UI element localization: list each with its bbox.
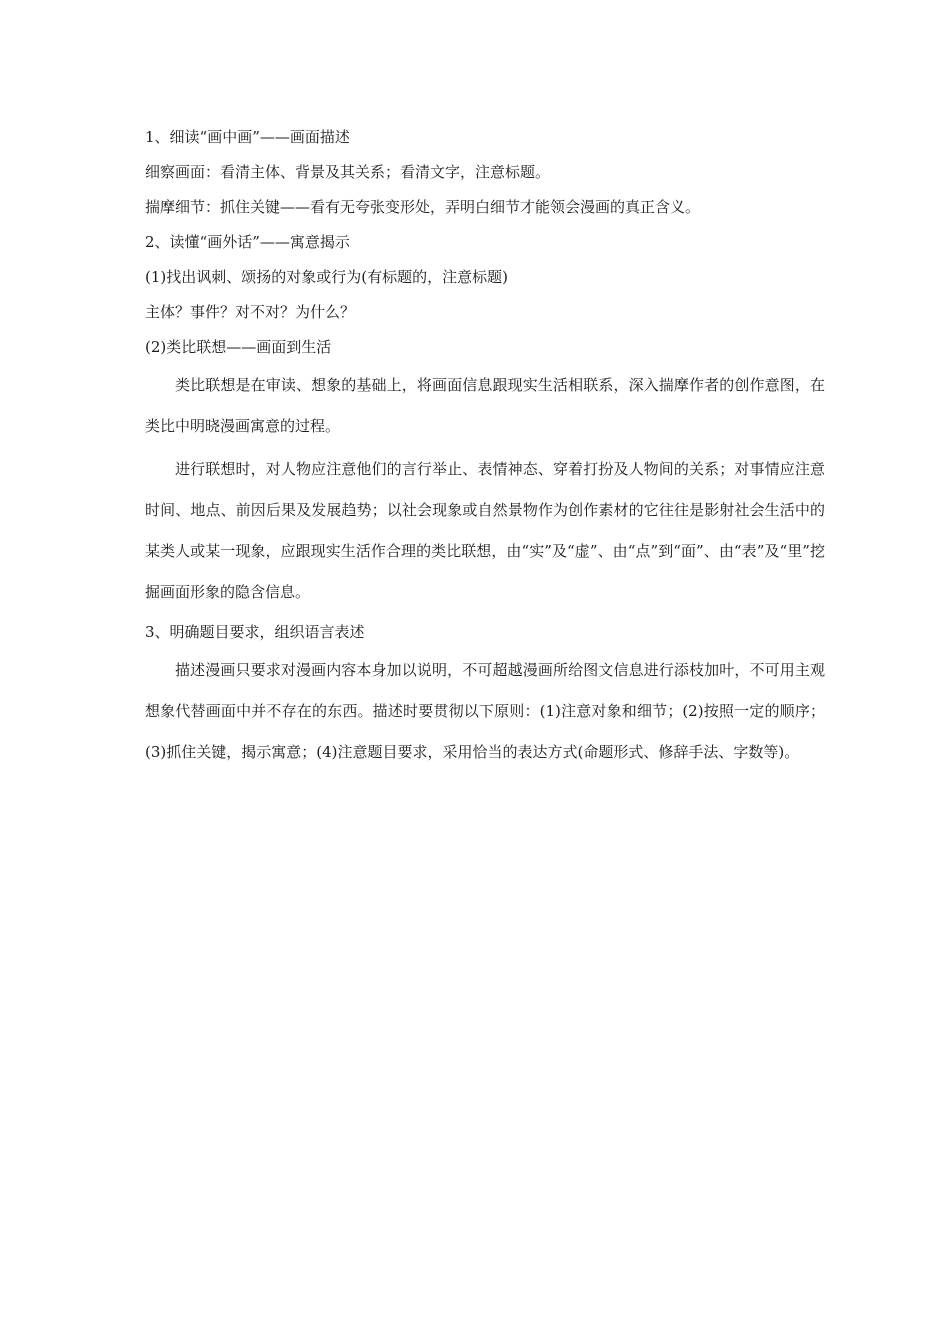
section-1-details: 揣摩细节：抓住关键——看有无夸张变形处，弄明白细节才能领会漫画的真正含义。	[145, 198, 701, 216]
section-2-heading: 2、读懂“画外话”——寓意揭示	[145, 233, 350, 251]
section-2-paragraph-2: 进行联想时，对人物应注意他们的言行举止、表情神态、穿着打扮及人物间的关系；对事情应注意时间、地点、前因后果及发展趋势；以社会现象或自然景物作为创作素材的它往往是影射社会生活中的某类人或某一现象，应跟现实生活作合理的类比联想，由“实”及“虚”、由“点”到“面”、由“表”及“里”挖掘画面形象的隐含信息。	[145, 460, 825, 601]
document-body	[145, 120, 825, 775]
section-1-observe: 细察画面：看清主体、背景及其关系；看清文字，注意标题。	[145, 163, 551, 181]
section-1-heading: 1、细读“画中画”——画面描述	[145, 128, 350, 146]
section-3-paragraph: 描述漫画只要求对漫画内容本身加以说明，不可超越漫画所给图文信息进行添枝加叶，不可用主观想象代替画面中并不存在的东西。描述时要贯彻以下原则：(1)注意对象和细节；(2)按照一定的顺序；(3)抓住关键，揭示寓意；(4)注意题目要求，采用恰当的表达方式(命题形式、修辞手法、字数等)。	[145, 661, 825, 761]
section-3-heading: 3、明确题目要求，组织语言表述	[145, 623, 365, 641]
section-2-item-2: (2)类比联想——画面到生活	[145, 338, 332, 356]
section-2-questions: 主体？事件？对不对？为什么？	[145, 303, 356, 321]
section-2-item-1: (1)找出讽刺、颂扬的对象或行为(有标题的，注意标题)	[145, 268, 508, 286]
section-2-paragraph-1: 类比联想是在审读、想象的基础上，将画面信息跟现实生活相联系，深入揣摩作者的创作意图，在类比中明晓漫画寓意的过程。	[145, 376, 825, 435]
